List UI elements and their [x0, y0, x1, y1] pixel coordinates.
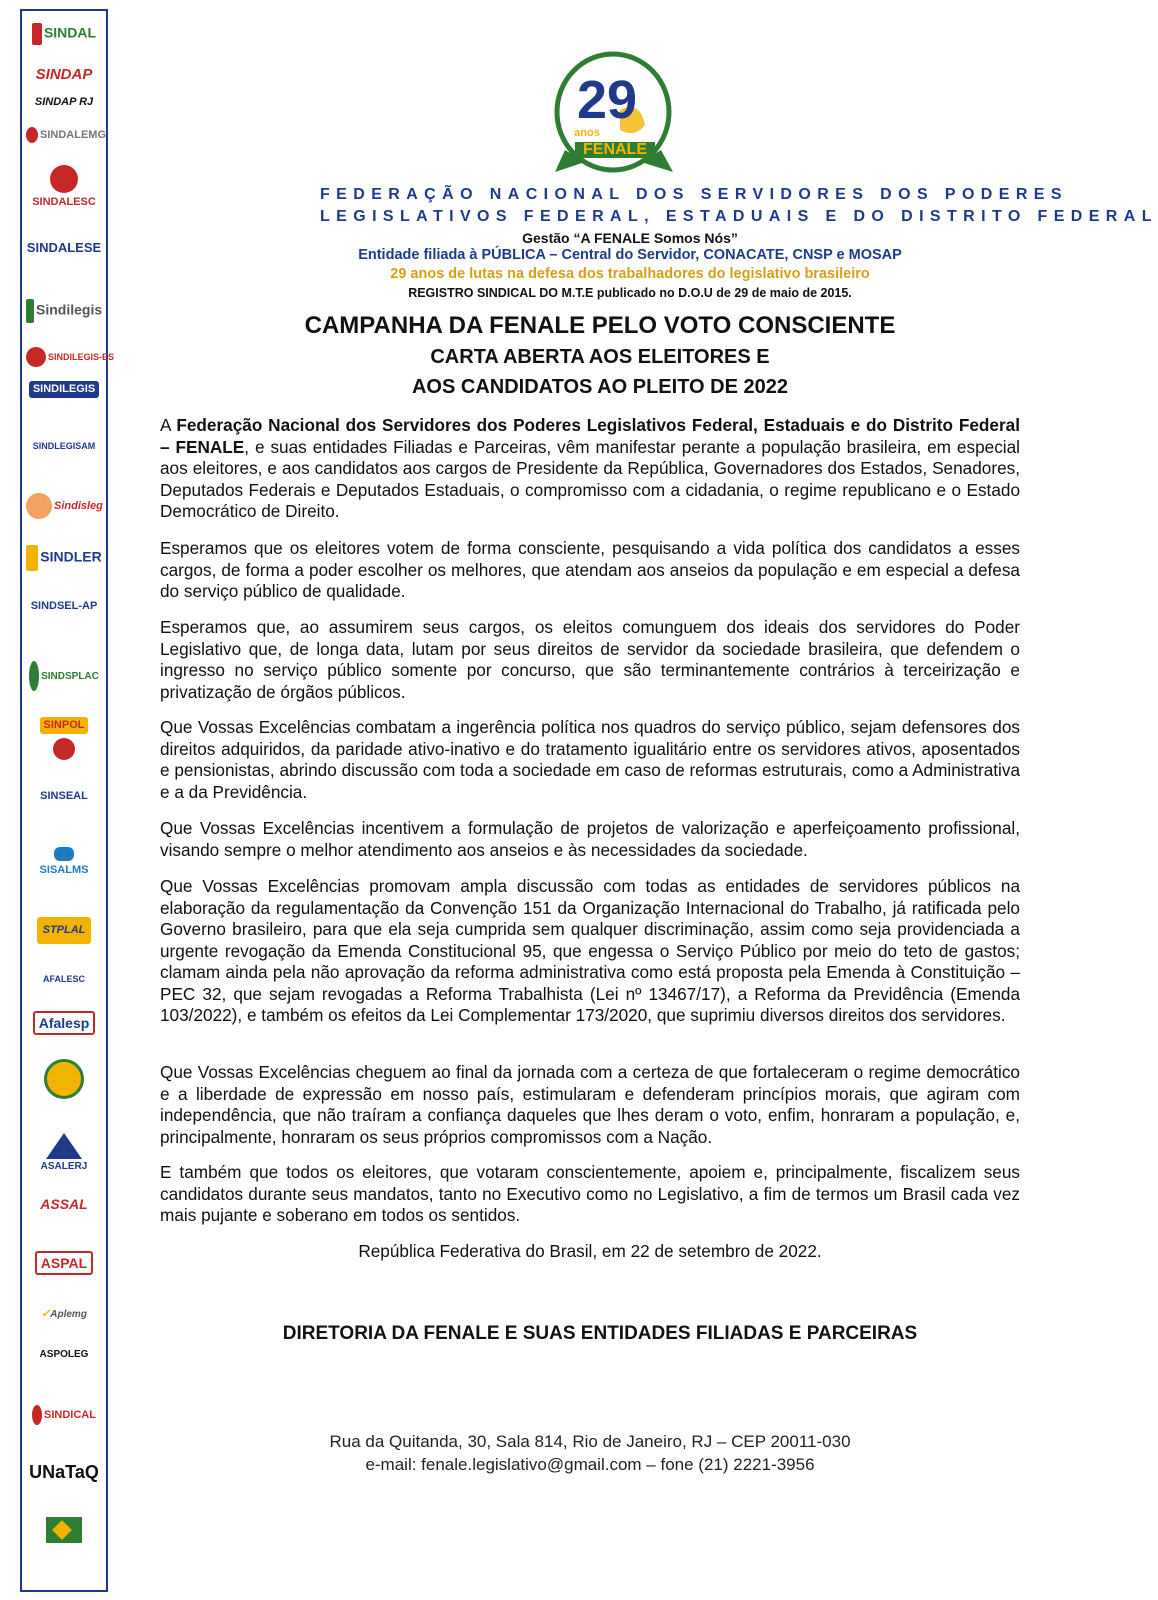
paragraph-3-text: Esperamos que, ao assumirem seus cargos, os eleitos comunguem dos ideais dos servidores do Poder Legislativo que, de longa data, lutam por seus direitos de servidor da sociedade brasileira, que defendem o ingresso no serviço público somente por concurso, que são terminantemente contrários à terceirização e privatização de órgãos públicos.: [160, 617, 1020, 702]
logo-stplal: STPLAL: [26, 917, 102, 944]
logo-sindap-rj: SINDAP RJ: [34, 96, 94, 108]
logo-aplemg: ✓Aplemg: [41, 1308, 87, 1320]
paragraph-4-text: Que Vossas Excelências combatam a ingerência política nos quadros do serviço público, sejam defensores dos direitos adquiridos, da paridade ativo-inativo e do tratamento igualitário entre os servidores ativos, aposentados e pensionistas, abrindo discussão com toda a sociedade em caso de reformas estruturais, como a Administrativa e a da Previdência.: [160, 717, 1020, 802]
seal-logo: [26, 1059, 102, 1099]
logo-sindler: SINDLER: [26, 545, 102, 571]
logo-sindisleg: Sindisleg: [26, 493, 102, 519]
logo-sindalese: SINDALESE: [26, 240, 102, 255]
logo-aspal: ASPAL: [26, 1251, 102, 1275]
footer-contact: e-mail: fenale.legislativo@gmail.com – fone (21) 2221-3956: [365, 1455, 815, 1474]
svg-text:anos: anos: [574, 127, 600, 139]
gestao-line: Gestão “A FENALE Somos Nós”: [522, 230, 738, 246]
logo-asalerj: ASALERJ: [26, 1133, 102, 1172]
logo-mark-icon: [26, 127, 38, 143]
triangle-icon: [46, 1133, 82, 1159]
logo-assal: ASSAL: [40, 1196, 88, 1212]
logo-sindilegis: Sindilegis: [26, 299, 102, 323]
logo-mark-icon: ✓: [41, 1308, 51, 1320]
logo-afalesc: AFALESC: [42, 974, 85, 984]
logo-sindilegis-blue: SINDILEGIS: [26, 381, 102, 398]
footer-address: Rua da Quitanda, 30, Sala 814, Rio de Janeiro, RJ – CEP 20011-030: [329, 1432, 851, 1451]
paragraph-1-bold: Federação Nacional dos Servidores dos Poderes Legislativos Federal, Estaduais e do Distrito Federal – FENALE: [160, 415, 1020, 457]
logo-sindsel-ap: SINDSEL-AP: [30, 600, 98, 612]
paragraph-7-text: Que Vossas Excelências cheguem ao final da jornada com a certeza de que fortaleceram o regime democrático e a liberdade de expressão em nosso país, estimularam e defenderam princípios morais, que agiram com independência, que não traíram a confiança daqueles que lhes deram o voto, enfim, honraram a população, e, principalmente, honraram os seus próprios compromissos com a Nação.: [160, 1062, 1020, 1147]
paragraph-6-text: Que Vossas Excelências promovam ampla discussão com todas as entidades de servidores públicos na elaboração da regulamentação da Convenção 151 da Organização Internacional do Trabalho, já ratificada pelo Governo brasileiro, para que ela seja cumprida sem qualquer discriminação, assim como seja providenciada a urgente revogação da Emenda Constitucional 95, que engessa o Serviço Público por meio do teto de gastos; clamam ainda pela não aprovação da reforma administrativa como está proposta pela Emenda à Constituição – PEC 32, que sejam revogadas a Reforma Trabalhista (Lei nº 13467/17), a Reforma da Previdência (Emenda 103/2022), e também os efeitos da Lei Complementar 173/2020, que suprimiu diversos direitos dos servidores.: [160, 876, 1020, 1025]
logo-sindalemg: SINDALEMG: [26, 127, 102, 143]
logo-sindalesc: SINDALESC: [26, 165, 102, 208]
logo-sindap: SINDAP: [35, 66, 93, 83]
logo-mark-icon: [32, 23, 42, 45]
logo-mark-icon: [29, 661, 39, 691]
paragraph-7: [160, 1062, 1020, 1148]
logo-sinpol: SINPOL: [26, 717, 102, 760]
flame-icon: [50, 165, 78, 193]
logo-sindlegisam: SINDLEGISAM: [32, 441, 96, 451]
paragraph-1-prefix: A: [160, 415, 177, 435]
subtitle-line-1: CARTA ABERTA AOS ELEITORES E: [430, 346, 770, 368]
date-line: [160, 1241, 1020, 1263]
filiada-line: Entidade filiada à PÚBLICA – Central do Servidor, CONACATE, CNSP e MOSAP: [358, 247, 902, 263]
svg-text:FENALE: FENALE: [583, 141, 647, 158]
paragraph-5: [160, 818, 1020, 861]
logo-afalesp: Afalesp: [26, 1011, 102, 1035]
brazil-flag-logo: [26, 1517, 102, 1543]
signature: DIRETORIA DA FENALE E SUAS ENTIDADES FILIADAS E PARCEIRAS: [282, 1323, 918, 1344]
logo-unataq: UNaTaQ: [29, 1462, 99, 1482]
logo-sindilegis-es: SINDILEGIS-ES: [26, 347, 102, 367]
logo-mark-icon: [53, 738, 75, 760]
logo-sindal: SINDAL: [26, 23, 102, 45]
paragraph-2-text: Esperamos que os eleitores votem de forma consciente, pesquisando a vida política dos candidatos a esses cargos, de forma a poder escolher os melhores, que atendam aos anseios da população e em especial a defesa do serviço público de qualidade.: [160, 538, 1020, 601]
logo-mark-icon: [26, 299, 34, 323]
registro-line: REGISTRO SINDICAL DO M.T.E publicado no D.O.U de 29 de maio de 2015.: [408, 286, 852, 300]
date-text: República Federativa do Brasil, em 22 de setembro de 2022.: [358, 1241, 822, 1261]
logo-aspoleg: ASPOLEG: [39, 1349, 89, 1360]
paragraph-8-text: E também que todos os eleitores, que votaram conscientemente, apoiem e, principalmente, fiscalizem seus candidatos durante seus mandatos, tanto no Executivo como no Legislativo, a fim de termos um Brasil cada vez mais pujante e soberano em todos os sentidos.: [160, 1162, 1020, 1225]
logo-sinseal: SINSEAL: [40, 790, 88, 802]
org-name-line-1: FEDERAÇÃO NACIONAL DOS SERVIDORES DOS PODERES: [320, 186, 1068, 203]
paragraph-3: [160, 617, 1020, 703]
logo-mark-icon: [26, 347, 46, 367]
emblem-icon: [545, 50, 685, 185]
subtitle-line-2: AOS CANDIDATOS AO PLEITO DE 2022: [411, 376, 788, 398]
logo-sindical: SINDICAL: [26, 1405, 102, 1425]
partner-logos-sidebar: [20, 9, 115, 1592]
logo-sindsplac: SINDSPLAC: [26, 661, 102, 691]
paragraph-1-text: , e suas entidades Filiadas e Parceiras, vêm manifestar perante a população brasileira, em especial aos eleitores, e aos candidatos aos cargos de Presidente da República, Governadores dos Estados, Senadores, Deputados Federais e Deputados Estaduais, o compromisso com a cidadania, o regime republicano e o Estado Democrático de Direito.: [160, 436, 1020, 521]
paragraph-4: [160, 717, 1020, 803]
fenale-29-anos-emblem: [545, 50, 685, 185]
flag-icon: [46, 1517, 82, 1543]
logo-mark-icon: [26, 493, 52, 519]
anos-lutas-line: 29 anos de lutas na defesa dos trabalhadores do legislativo brasileiro: [390, 266, 870, 282]
org-name-line-2: LEGISLATIVOS FEDERAL, ESTADUAIS E DO DISTRITO FEDERAL: [320, 208, 1158, 225]
paragraph-6: [160, 876, 1020, 1027]
logo-sisalms: SISALMS: [26, 847, 102, 876]
people-icon: [54, 847, 74, 861]
logo-mark-icon: [26, 545, 38, 571]
svg-text:29: 29: [576, 70, 638, 130]
paragraph-5-text: Que Vossas Excelências incentivem a formulação de projetos de valorização e aperfeiçoamento profissional, visando sempre o melhor atendimento aos anseios e às necessidades da sociedade.: [160, 818, 1020, 860]
paragraph-8: [160, 1162, 1020, 1227]
campaign-title: CAMPANHA DA FENALE PELO VOTO CONSCIENTE: [304, 312, 896, 339]
paragraph-1: [160, 415, 1020, 523]
seal-icon: [44, 1059, 84, 1099]
paragraph-2: [160, 538, 1020, 603]
logo-mark-icon: [32, 1405, 42, 1425]
